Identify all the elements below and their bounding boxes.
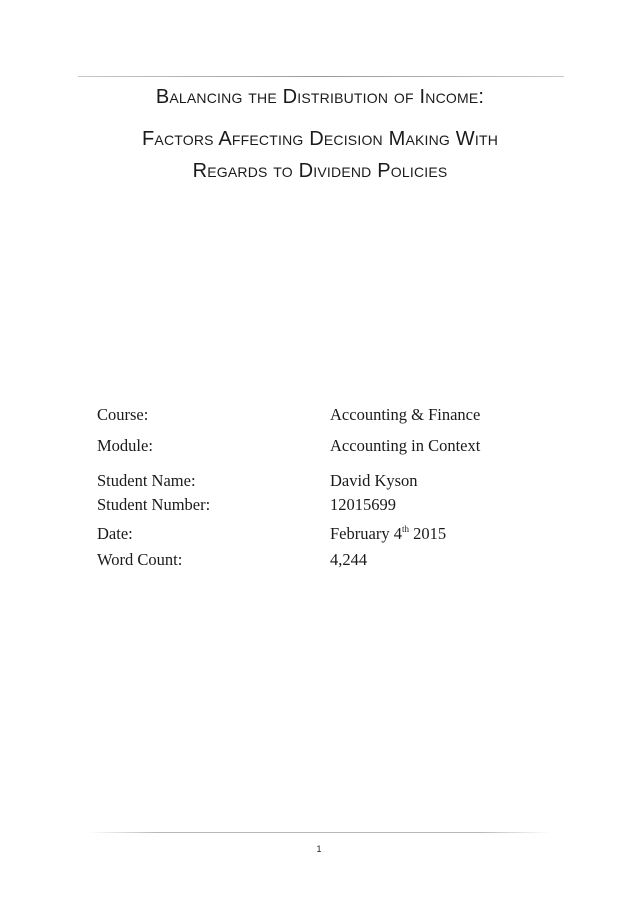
module-label: Module: (97, 436, 153, 455)
word-count-value: 4,244 (330, 550, 368, 569)
student-name-value: David Kyson (330, 471, 418, 490)
word-count-label: Word Count: (97, 550, 183, 569)
course-label: Course: (97, 405, 149, 424)
student-name-label: Student Name: (97, 471, 196, 490)
date-year: 2015 (408, 524, 447, 543)
date-label: Date: (97, 524, 133, 543)
footer-divider (88, 832, 550, 833)
date-ordinal-suffix: th (401, 524, 409, 534)
title-line-3: Regards to Dividend Policies (192, 160, 448, 182)
student-number-label: Student Number: (97, 495, 211, 514)
title-line-1: Balancing the Distribution of Income: (155, 86, 485, 108)
module-value: Accounting in Context (330, 436, 481, 455)
top-divider (78, 76, 564, 77)
course-value: Accounting & Finance (330, 405, 481, 424)
student-number-value: 12015699 (330, 495, 396, 514)
page-number: 1 (316, 844, 322, 854)
title-line-2: Factors Affecting Decision Making With (141, 128, 499, 150)
date-value (330, 526, 446, 543)
date-month-day: February 4 (330, 524, 402, 543)
